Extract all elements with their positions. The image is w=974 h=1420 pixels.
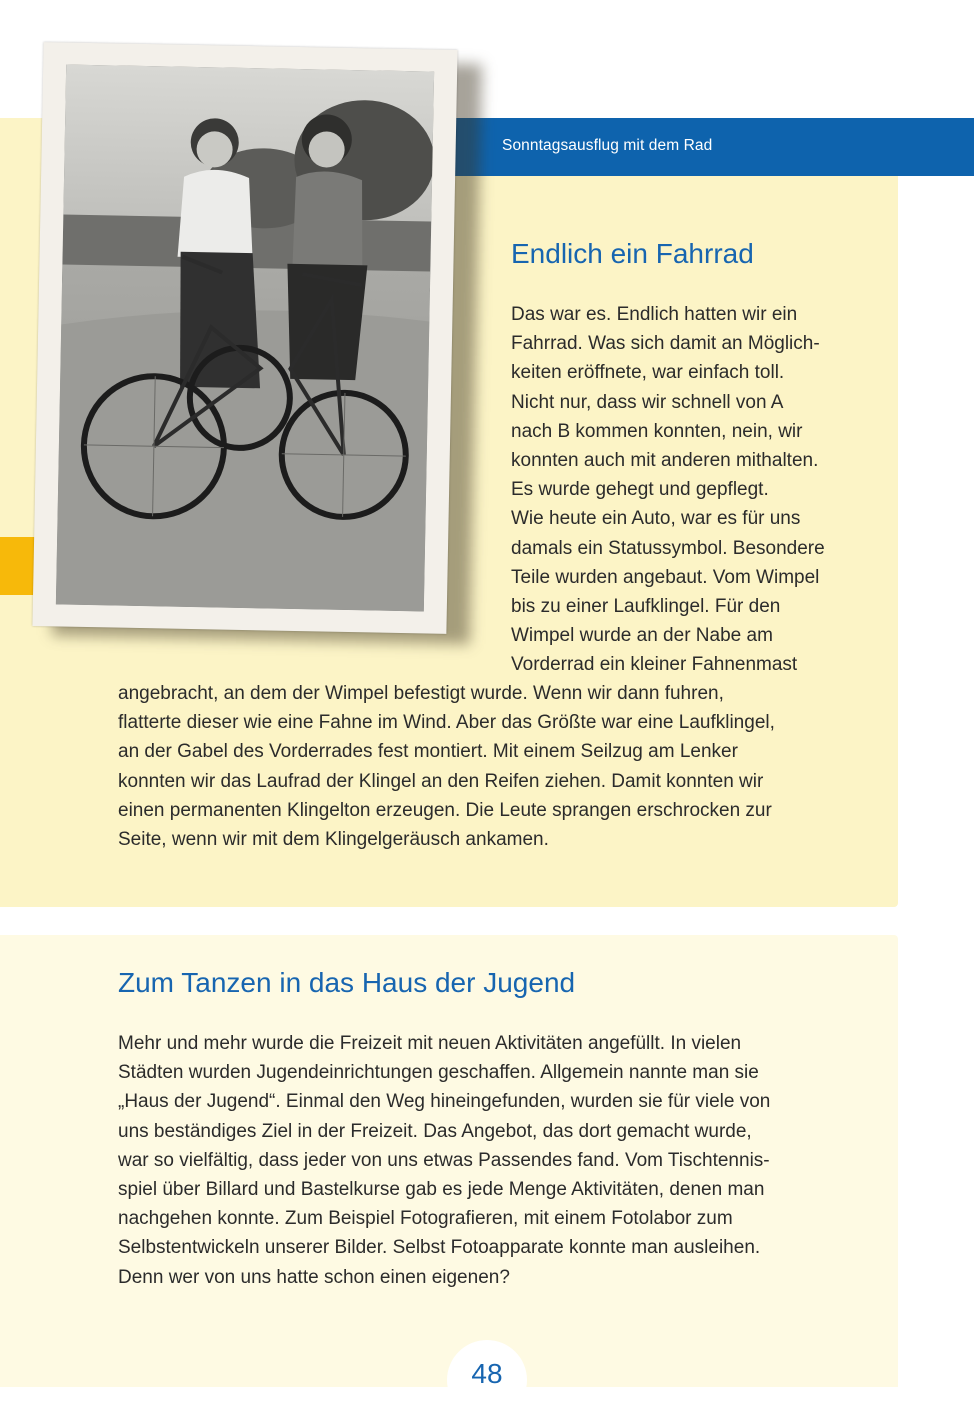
article-title-fahrrad: Endlich ein Fahrrad <box>511 238 754 269</box>
section-label: Sonntagsausflug mit dem Rad <box>502 137 713 154</box>
article-title-haus-der-jugend: Zum Tanzen in das Haus der Jugend <box>118 967 576 998</box>
article-text-haus-der-jugend: Mehr und mehr wurde die Freizeit mit neuen Aktivitäten angefüllt. In vielen Städten wurden Jugendeinrichtungen geschaffen. Allgemein nannte man sie „Haus der Jugend“. Einmal den Weg hineingefunden, wurden sie für viele von uns beständiges Ziel in der Freizeit. Das Angebot, das dort gemacht wurde, war so vielfältig, dass jeder von uns etwas Passendes fand. Vom Tischtennis- spiel über Billard und Bastelkurse gab es jede Menge Aktivitäten, denen man nachgehen konnte. Zum Beispiel Fotografieren, mit einem Fotolabor zum Selbstentwickeln unserer Bilder. Selbst Fotoapparate konnte man ausleihen. Denn wer von uns hatte schon einen eigenen? <box>118 1033 771 1288</box>
photo-illustration <box>56 65 434 612</box>
article-text-lower: angebracht, an dem der Wimpel befestigt wurde. Wenn wir dann fuhren, flatterte dieser wie eine Fahne im Wind. Aber das Größte war eine Laufklingel, an der Gabel des Vorderrades fest montiert. Mit einem Seilzug am Lenker konnten wir das Laufrad der Klingel an den Reifen ziehen. Damit konnten wir einen permanenten Klingelton erzeugen. Die Leute sprangen erschrocken zur Seite, wenn wir mit dem Klingelgeräusch ankamen. <box>118 683 775 851</box>
vintage-photo-frame <box>32 42 457 634</box>
section-header-band <box>452 118 974 176</box>
page-number: 48 <box>471 1358 503 1389</box>
article-text-upper: Das war es. Endlich hatten wir ein Fahrrad. Was sich damit an Möglich- keiten eröffnete, war einfach toll. Nicht nur, dass wir schnell von A nach B kommen konnten, nein, wir konnten auch mit anderen mithalten. Es wurde gehegt und gepflegt. Wie heute ein Auto, war es für uns damals ein Statussymbol. Besondere Teile wurden angebaut. Vom Wimpel bis zu einer Laufklingel. Für den Wimpel wurde an der Nabe am Vorderrad ein kleiner Fahnenmast <box>511 304 825 676</box>
photo-two-women-with-bicycles <box>56 65 434 612</box>
